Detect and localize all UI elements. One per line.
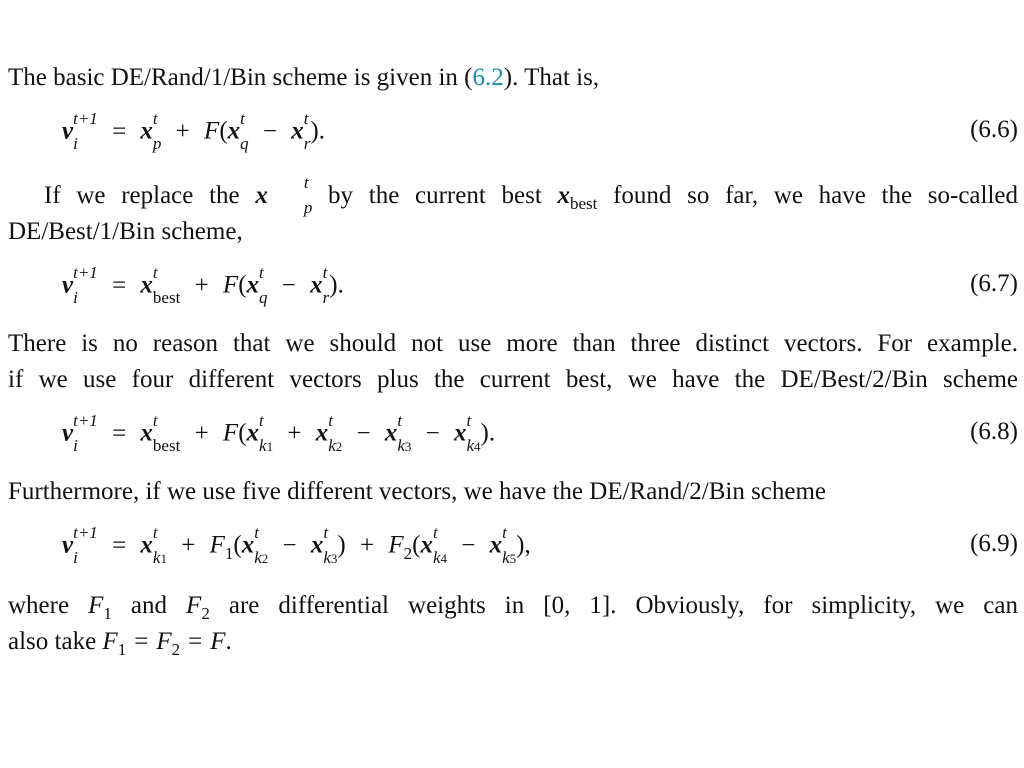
equation-reference-link[interactable]: 6.2	[472, 64, 504, 91]
equation-number: (6.8)	[970, 418, 1018, 445]
equation-number: (6.6)	[970, 116, 1018, 143]
equation-6-8	[62, 411, 1018, 458]
paragraph-weights: where $F_1$ and $F_2$ are differential weights in [0, 1]. Obviously, for simplicity, we can	[8, 592, 1018, 623]
paragraph-intro: The basic DE/Rand/1/Bin scheme is given in (6.2). That is,	[8, 64, 600, 91]
equation-6-7-formula: v t+1 i = x t best + F(x t q − x t r ).	[62, 263, 344, 307]
paragraph-five-vectors: Furthermore, if we use five different vectors, we have the DE/Rand/2/Bin scheme	[8, 478, 827, 505]
equation-6-6	[62, 109, 1018, 156]
paragraph-best-scheme-line2: DE/Best/1/Bin scheme,	[8, 218, 243, 245]
equation-6-9	[62, 523, 1018, 570]
paragraph-four-vectors-line2: if we use four different vectors plus the current best, we have the DE/Best/2/Bin scheme	[8, 366, 1018, 393]
equation-number: (6.7)	[970, 270, 1018, 297]
equation-6-9-formula: v t+1 i = x t k1 + $F_1(x$ t k2 − x t k3 ) + $F_2(x$ t k4 − x t k5 ),	[62, 523, 531, 567]
paragraph-four-vectors: There is no reason that we should not use more than three distinct vectors. For example.	[8, 330, 1018, 357]
paragraph-weights-line2: also take $F_1 = F_2 = F$.	[8, 628, 232, 659]
equation-6-7	[62, 263, 1018, 310]
equation-number: (6.9)	[970, 530, 1018, 557]
equation-6-6-formula: v t+1 i = x t p + F(x t q − x t r ).	[62, 109, 325, 153]
paragraph-best-scheme: If we replace the x t p by the current best $x_{best}$ found so far, we have the so-called	[44, 173, 1019, 218]
equation-6-8-formula: v t+1 i = x t best + F(x t k1 + x t k2 − x t k3 − x t k4 ).	[62, 411, 496, 455]
